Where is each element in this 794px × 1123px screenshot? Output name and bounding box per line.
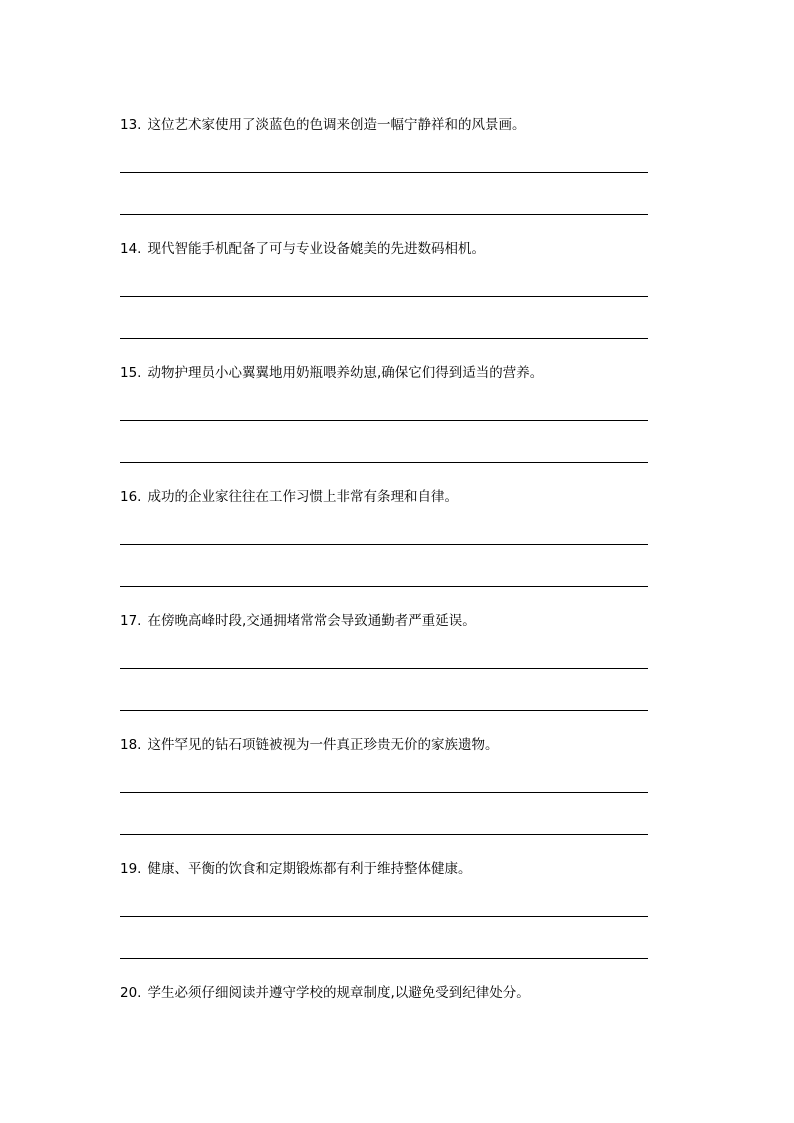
answer-line[interactable] [120,668,648,669]
answer-line[interactable] [120,420,648,421]
answer-line[interactable] [120,544,648,545]
question-text [120,736,498,754]
question-number: 13. [120,117,142,133]
question-sentence: 在傍晚高峰时段,交通拥堵常常会导致通勤者严重延误。 [147,613,476,629]
question-sentence: 学生必须仔细阅读并遵守学校的规章制度,以避免受到纪律处分。 [147,985,530,1001]
question-number: 16. [120,489,142,505]
question-text [120,488,458,506]
question-text [120,240,485,258]
answer-line[interactable] [120,214,648,215]
question-number: 19. [120,861,142,877]
question-text [120,984,530,1002]
question-number: 18. [120,737,142,753]
question-text [120,860,471,878]
question-text [120,612,476,630]
answer-line[interactable] [120,916,648,917]
answer-line[interactable] [120,710,648,711]
question-sentence: 健康、平衡的饮食和定期锻炼都有利于维持整体健康。 [147,861,472,877]
question-number: 15. [120,365,142,381]
answer-line[interactable] [120,296,648,297]
question-number: 14. [120,241,142,257]
question-number: 20. [120,985,142,1001]
question-sentence: 现代智能手机配备了可与专业设备媲美的先进数码相机。 [147,241,485,257]
question-text [120,116,525,134]
question-sentence: 这位艺术家使用了淡蓝色的色调来创造一幅宁静祥和的风景画。 [147,117,526,133]
answer-line[interactable] [120,338,648,339]
question-text [120,364,543,382]
question-sentence: 动物护理员小心翼翼地用奶瓶喂养幼崽,确保它们得到适当的营养。 [147,365,544,381]
answer-line[interactable] [120,462,648,463]
answer-line[interactable] [120,958,648,959]
question-sentence: 成功的企业家往往在工作习惯上非常有条理和自律。 [147,489,458,505]
answer-line[interactable] [120,792,648,793]
answer-line[interactable] [120,586,648,587]
answer-line[interactable] [120,834,648,835]
question-number: 17. [120,613,142,629]
answer-line[interactable] [120,172,648,173]
question-sentence: 这件罕见的钻石项链被视为一件真正珍贵无价的家族遗物。 [147,737,499,753]
